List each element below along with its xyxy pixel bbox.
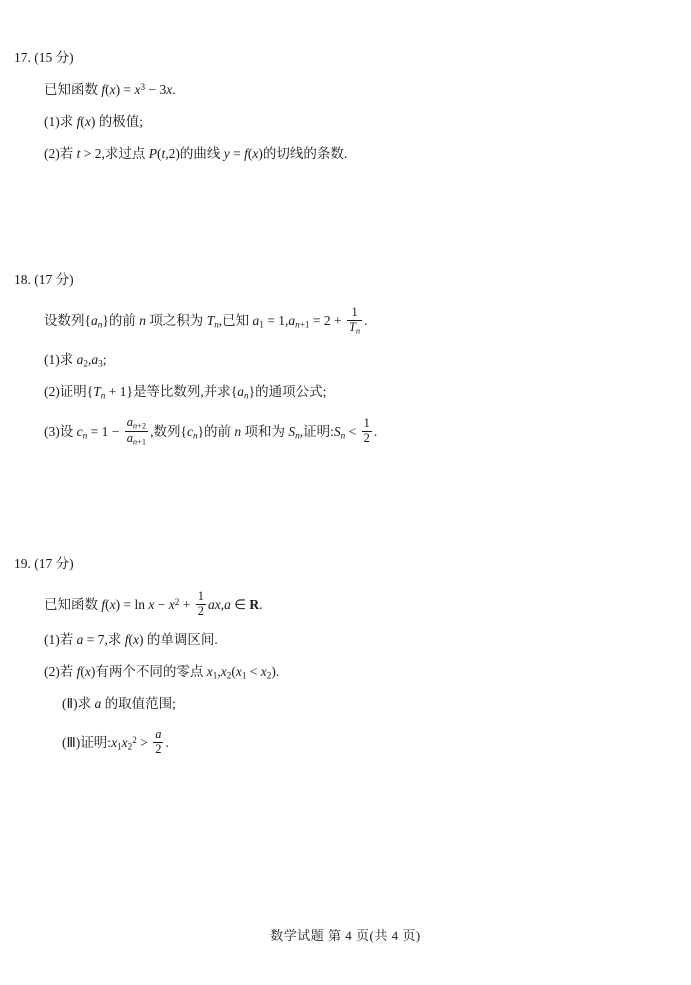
problem-19-line-4: (Ⅱ)求 a 的取值范围; xyxy=(62,696,176,711)
problem-18-line-3: (2)证明$\{T_n + 1\}$是等比数列,并求$\{a_n\}$的通项公式; xyxy=(44,384,327,401)
problem-18-number xyxy=(14,268,74,288)
problem-18-line-2: (1)求 $a_2,a_3$; xyxy=(44,352,107,369)
problem-18-line-1: 设数列$\{a_n\}$的前 n 项之积为 $T_n$,已知 $a_1 = 1,a_{n+1} = 2$ + $\frac{1}{T_n}$ . xyxy=(44,305,368,336)
problem-17-number-text: 17. xyxy=(14,50,31,65)
problem-19-number xyxy=(14,552,74,572)
problem-17-number xyxy=(14,46,74,66)
problem-19-points: (17 分) xyxy=(34,556,74,571)
problem-19-line-2: (1)若 a = 7,求 f(x) 的单调区间. xyxy=(44,632,218,647)
problem-17-line-1: 已知函数 $f(x) = x^3 - 3x$. xyxy=(44,81,176,97)
problem-19-number-text: 19. xyxy=(14,556,31,571)
problem-18-line-4: (3)设 $c_n = 1$ − $\frac{a_{n+2}}{a_{n+1}}$ ,数列$\{c_n\}$的前 n 项和为 $S_n$,证明$:S_n$ < $\frac{1}{2}$ . xyxy=(44,415,378,447)
problem-18-number-text: 18. xyxy=(14,272,31,287)
problem-19-line-3: (2)若 f(x)有两个不同的零点 $x_1,x_2(x_1 < x_2)$. xyxy=(44,664,280,681)
problem-17-line-3: (2)若 t > 2,求过点 P(t,2)的曲线 y = f(x)的切线的条数. xyxy=(44,146,348,161)
problem-17-line-2: (1)求 f(x) 的极值; xyxy=(44,114,144,129)
page-footer: 数学试题 第 4 页(共 4 页) xyxy=(270,928,421,943)
problem-17-points: (15 分) xyxy=(34,50,74,65)
problem-19-line-1: 已知函数 $f(x) = \ln x - x^2$ + $\frac{1}{2}$ ax,a ∈ R. xyxy=(44,589,263,618)
problem-19-line-5: (Ⅲ)证明$:x_1x_2^2$ > $\frac{a}{2}$ . xyxy=(62,727,169,756)
problem-18-points: (17 分) xyxy=(34,272,74,287)
